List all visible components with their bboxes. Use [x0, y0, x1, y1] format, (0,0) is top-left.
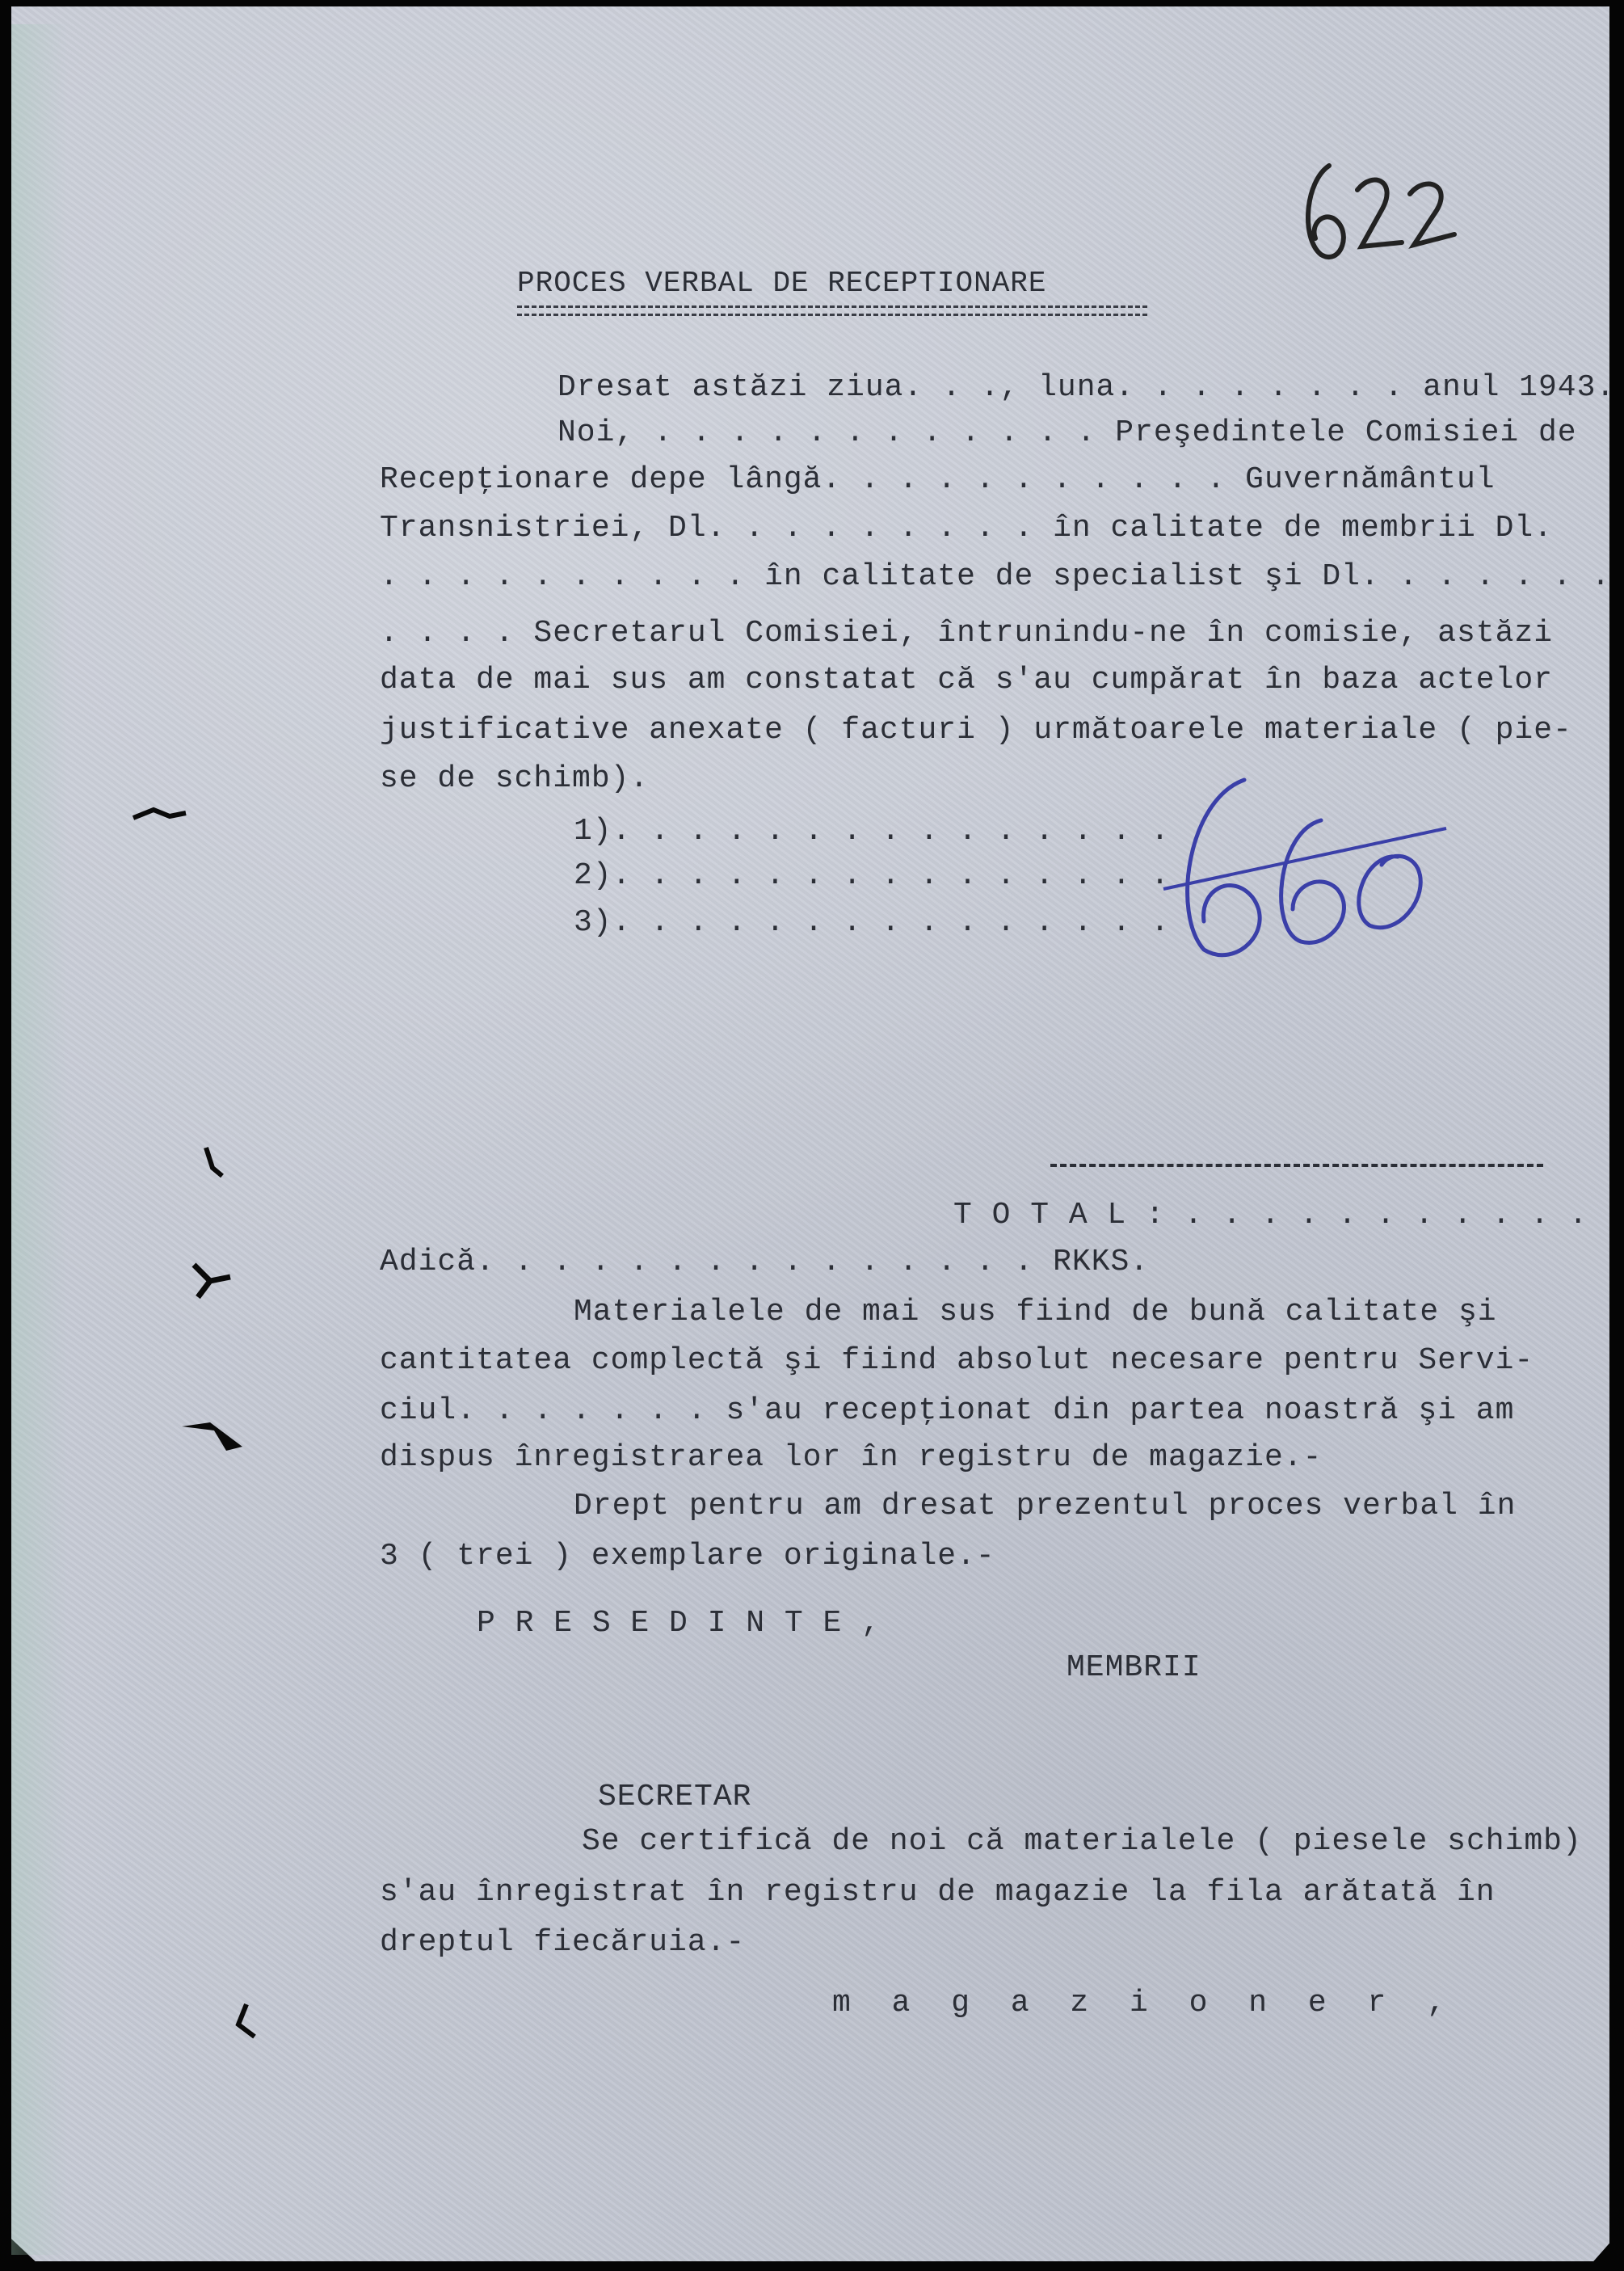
membrii-label: MEMBRII	[1067, 1650, 1201, 1685]
item-1: 1). . . . . . . . . . . . . . .	[574, 814, 1170, 849]
total-line: T O T A L : . . . . . . . . . . .	[953, 1198, 1588, 1232]
certify-line-1: Se certifică de noi că materialele ( piesele schimb)	[582, 1824, 1582, 1859]
body-line-2: Recepţionare depe lângă. . . . . . . . . . . Guvernământul	[380, 462, 1496, 497]
document-title: PROCES VERBAL DE RECEPTIONARE	[517, 267, 1047, 300]
body-line-6: data de mai sus am constatat că s'au cumpărat în baza actelor	[380, 663, 1554, 697]
magazioner-label: m a g a z i o n e r ,	[832, 1986, 1457, 2020]
paper-edge-discoloration	[11, 24, 68, 2255]
date-line: Dresat astăzi ziua. . ., luna. . . . . . . . anul 1943.	[557, 370, 1616, 405]
handwritten-number-blue	[1155, 768, 1462, 970]
materials-line-1: Materialele de mai sus fiind de bună calitate şi	[574, 1295, 1497, 1329]
body-line-1: Noi, . . . . . . . . . . . . Preşedintele Comisiei de	[557, 415, 1577, 450]
title-underline-2	[517, 314, 1147, 316]
torn-hole-5	[226, 2000, 267, 2041]
torn-hole-4	[178, 1414, 250, 1463]
materials-line-4: dispus înregistrarea lor în registru de magazie.-	[380, 1440, 1323, 1475]
title-underline-1	[517, 305, 1147, 308]
torn-hole-3	[182, 1257, 238, 1305]
total-rule	[1050, 1164, 1543, 1167]
item-2: 2). . . . . . . . . . . . . . .	[574, 858, 1170, 893]
body-line-7: justificative anexate ( facturi ) următoarele materiale ( pie-	[380, 713, 1572, 748]
body-line-4: . . . . . . . . . . în calitate de specialist şi Dl. . . . . . .	[380, 559, 1611, 594]
certify-line-2: s'au înregistrat în registru de magazie la fila arătată în	[380, 1875, 1496, 1910]
certify-line-3: dreptul fiecăruia.-	[380, 1925, 746, 1960]
secretar-label: SECRETAR	[598, 1780, 752, 1814]
presedinte-label: P R E S E D I N T E ,	[477, 1606, 881, 1641]
item-3: 3). . . . . . . . . . . . . . .	[574, 905, 1170, 940]
materials-line-2: cantitatea complectă şi fiind absolut necesare pentru Servi-	[380, 1343, 1534, 1378]
body-line-3: Transnistriei, Dl. . . . . . . . . în calitate de membrii Dl.	[380, 511, 1554, 546]
materials-line-3: ciul. . . . . . . s'au recepţionat din partea noastră şi am	[380, 1393, 1515, 1428]
torn-hole-1	[129, 800, 194, 832]
paper-sheet	[11, 6, 1609, 2261]
body-line-5: . . . . Secretarul Comisiei, întrunindu-ne în comisie, astăzi	[380, 616, 1554, 651]
drept-line-1: Drept pentru am dresat prezentul proces verbal în	[574, 1489, 1517, 1523]
drept-line-2: 3 ( trei ) exemplare originale.-	[380, 1539, 995, 1574]
handwritten-number-top	[1293, 150, 1479, 271]
adica-line: Adică. . . . . . . . . . . . . . . RKKS.	[380, 1245, 1150, 1279]
body-line-8: se de schimb).	[380, 761, 650, 796]
torn-hole-2	[190, 1144, 230, 1192]
